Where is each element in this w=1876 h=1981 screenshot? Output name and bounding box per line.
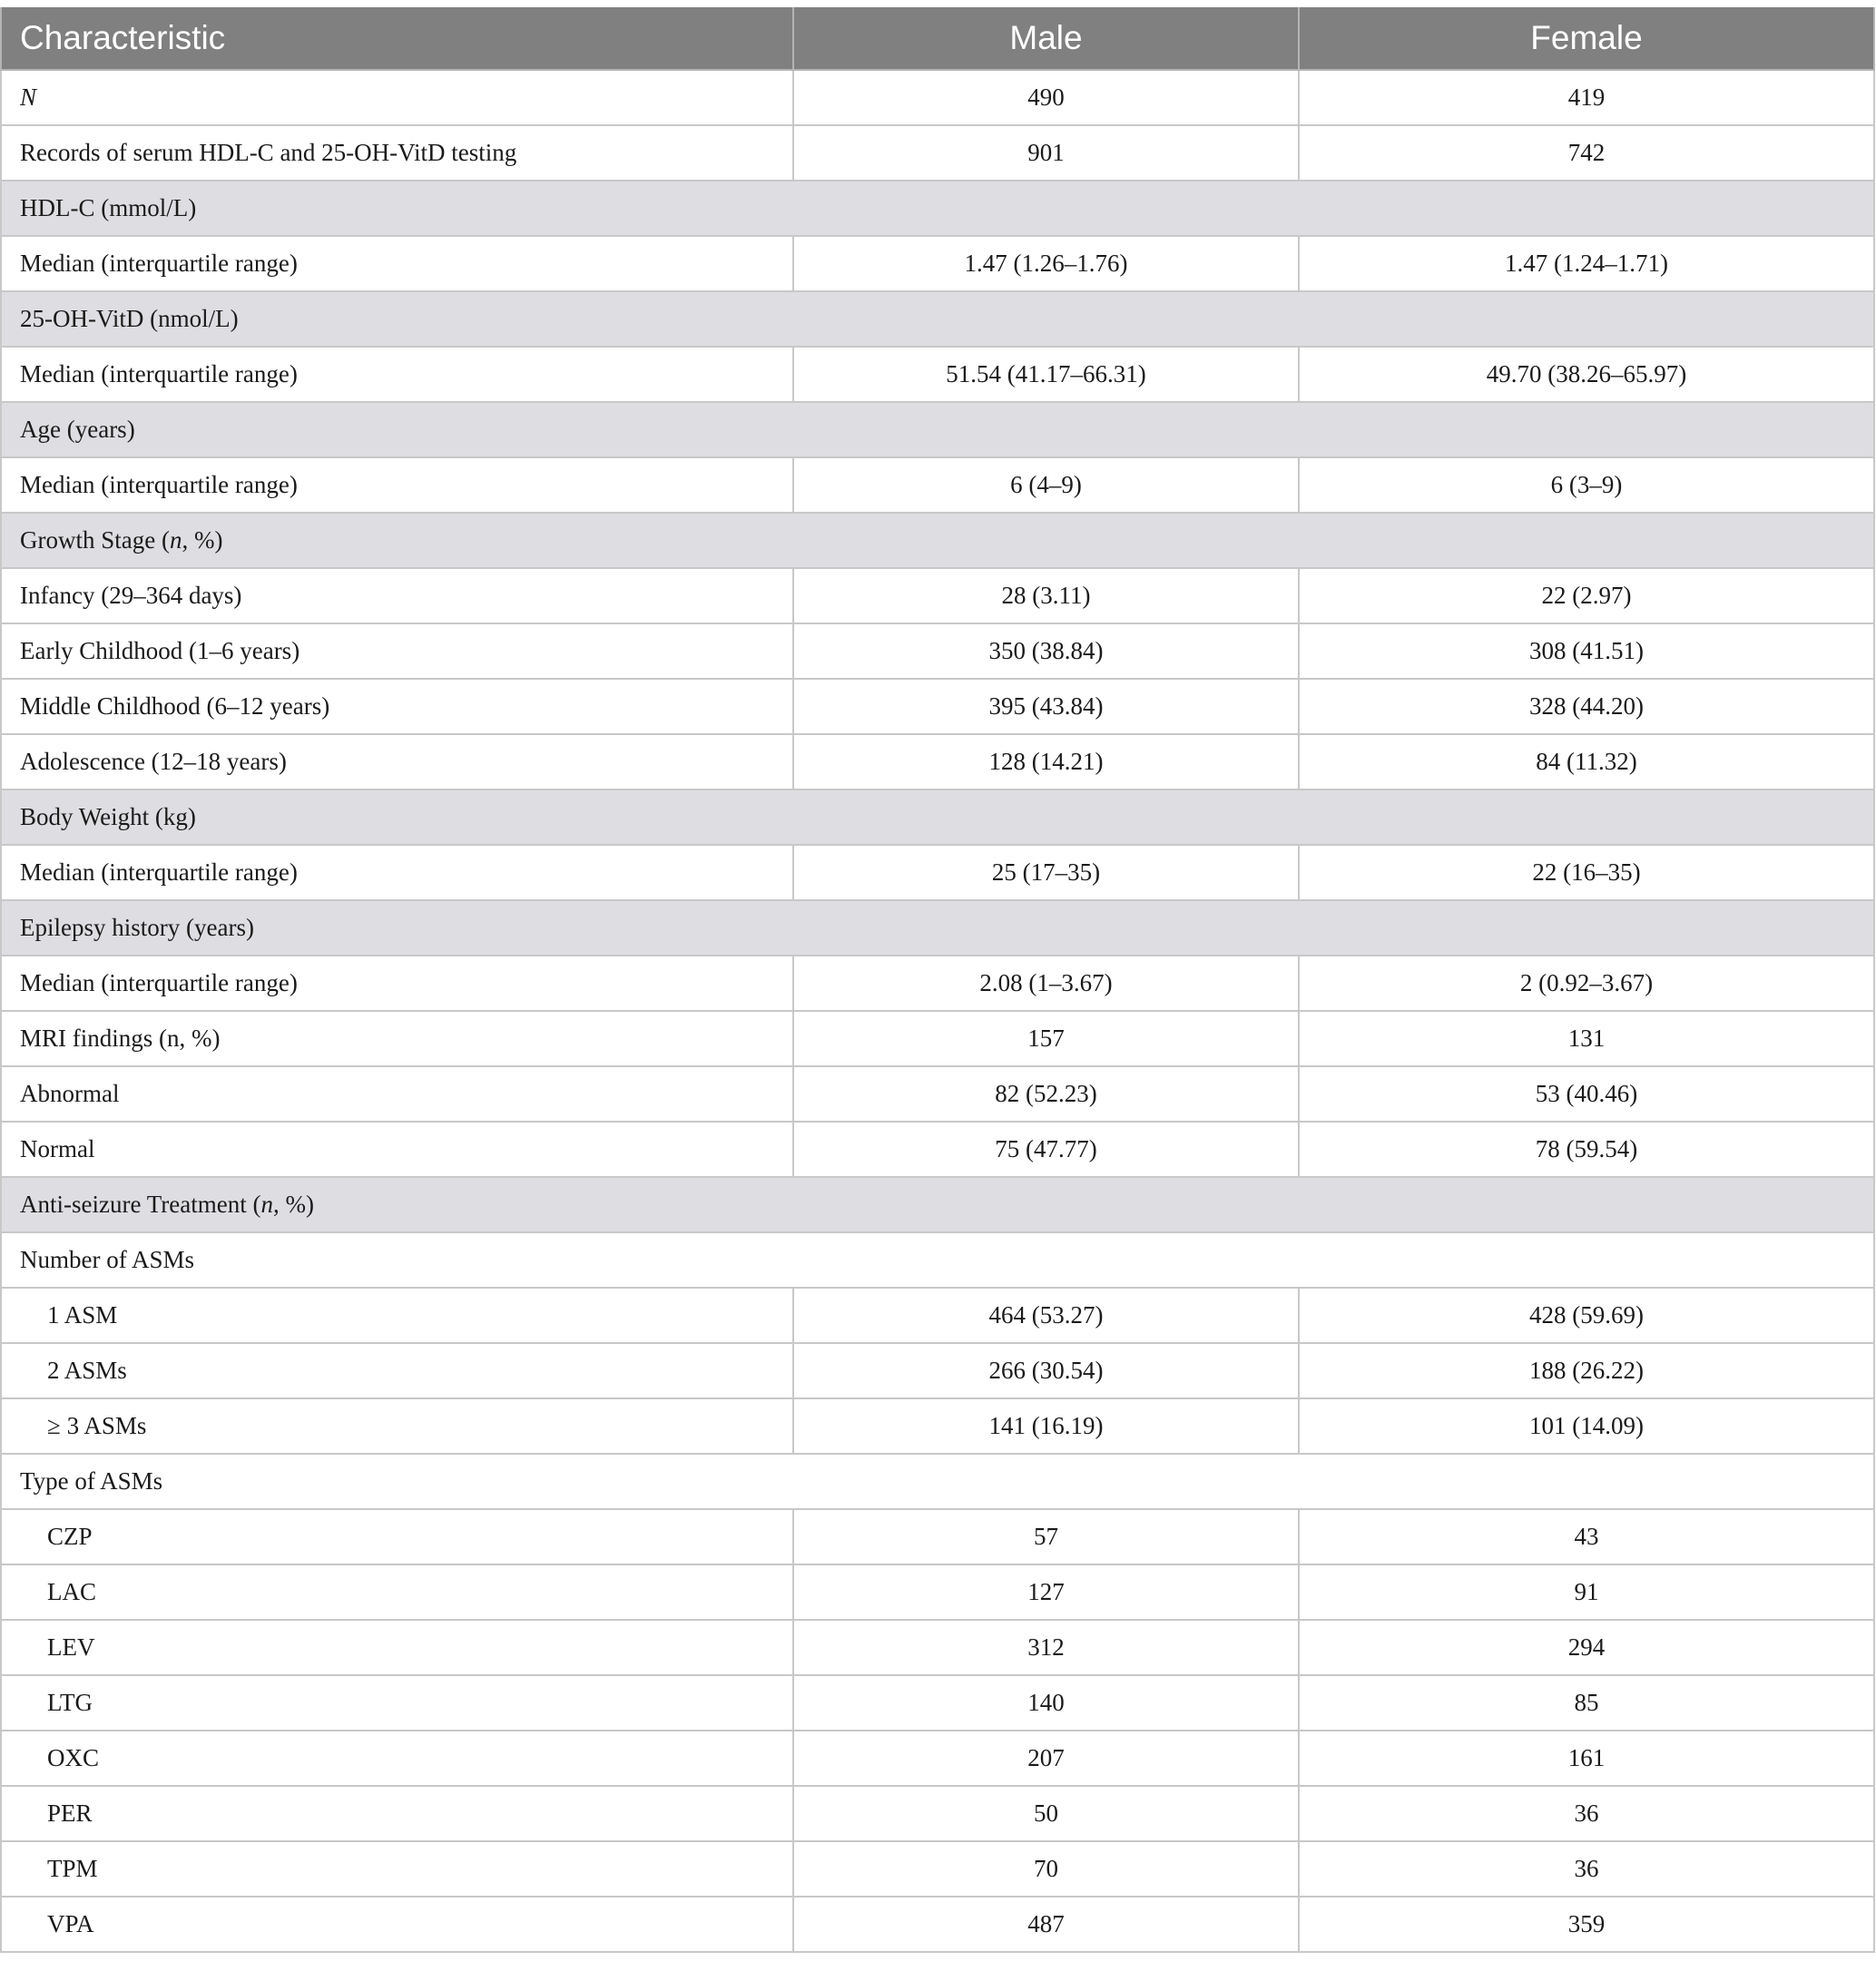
row-label: N xyxy=(1,70,793,125)
table-row xyxy=(1,1122,1874,1177)
female-value: 36 xyxy=(1299,1841,1874,1897)
row-label: LEV xyxy=(1,1620,793,1675)
subheading-label: Number of ASMs xyxy=(1,1232,1874,1288)
female-value: 161 xyxy=(1299,1731,1874,1786)
female-value: 308 (41.51) xyxy=(1299,623,1874,679)
header-characteristic: Characteristic xyxy=(1,7,793,70)
table-row xyxy=(1,1731,1874,1786)
section-row xyxy=(1,513,1874,568)
male-value: 266 (30.54) xyxy=(793,1343,1299,1398)
section-label: Age (years) xyxy=(1,402,1874,457)
male-value: 51.54 (41.17–66.31) xyxy=(793,347,1299,402)
section-label: HDL-C (mmol/L) xyxy=(1,181,1874,236)
row-label: ≥ 3 ASMs xyxy=(1,1398,793,1454)
table-row xyxy=(1,956,1874,1011)
row-label: Median (interquartile range) xyxy=(1,956,793,1011)
male-value: 28 (3.11) xyxy=(793,568,1299,623)
section-label: Epilepsy history (years) xyxy=(1,900,1874,956)
table-row xyxy=(1,125,1874,181)
section-row xyxy=(1,291,1874,347)
row-label: Adolescence (12–18 years) xyxy=(1,734,793,789)
male-value: 70 xyxy=(793,1841,1299,1897)
female-value: 742 xyxy=(1299,125,1874,181)
row-label: CZP xyxy=(1,1509,793,1564)
table-container xyxy=(0,7,1873,1953)
row-label: 2 ASMs xyxy=(1,1343,793,1398)
row-label: VPA xyxy=(1,1897,793,1952)
row-label: Middle Childhood (6–12 years) xyxy=(1,679,793,734)
male-value: 75 (47.77) xyxy=(793,1122,1299,1177)
female-value: 101 (14.09) xyxy=(1299,1398,1874,1454)
male-value: 127 xyxy=(793,1564,1299,1620)
male-value: 490 xyxy=(793,70,1299,125)
table-row xyxy=(1,623,1874,679)
male-value: 141 (16.19) xyxy=(793,1398,1299,1454)
row-label: OXC xyxy=(1,1731,793,1786)
table-row xyxy=(1,1620,1874,1675)
row-label: TPM xyxy=(1,1841,793,1897)
male-value: 464 (53.27) xyxy=(793,1288,1299,1343)
section-row xyxy=(1,181,1874,236)
table-row xyxy=(1,347,1874,402)
female-value: 428 (59.69) xyxy=(1299,1288,1874,1343)
male-value: 395 (43.84) xyxy=(793,679,1299,734)
table-header-row xyxy=(1,7,1874,70)
table-row xyxy=(1,1011,1874,1066)
table-row xyxy=(1,1398,1874,1454)
female-value: 131 xyxy=(1299,1011,1874,1066)
row-label: Median (interquartile range) xyxy=(1,236,793,291)
table-row xyxy=(1,679,1874,734)
section-row xyxy=(1,900,1874,956)
row-label: Median (interquartile range) xyxy=(1,457,793,513)
table-row xyxy=(1,568,1874,623)
male-value: 25 (17–35) xyxy=(793,845,1299,900)
female-value: 1.47 (1.24–1.71) xyxy=(1299,236,1874,291)
table-row xyxy=(1,236,1874,291)
row-label: PER xyxy=(1,1786,793,1841)
female-value: 419 xyxy=(1299,70,1874,125)
female-value: 2 (0.92–3.67) xyxy=(1299,956,1874,1011)
row-label: Early Childhood (1–6 years) xyxy=(1,623,793,679)
male-value: 140 xyxy=(793,1675,1299,1731)
subheading-row xyxy=(1,1232,1874,1288)
row-label: Records of serum HDL-C and 25-OH-VitD testing xyxy=(1,125,793,181)
male-value: 1.47 (1.26–1.76) xyxy=(793,236,1299,291)
male-value: 487 xyxy=(793,1897,1299,1952)
female-value: 22 (2.97) xyxy=(1299,568,1874,623)
female-value: 22 (16–35) xyxy=(1299,845,1874,900)
male-value: 901 xyxy=(793,125,1299,181)
section-label: Anti-seizure Treatment (n, %) xyxy=(1,1177,1874,1232)
table-row xyxy=(1,734,1874,789)
row-label: Normal xyxy=(1,1122,793,1177)
header-male: Male xyxy=(793,7,1299,70)
female-value: 188 (26.22) xyxy=(1299,1343,1874,1398)
table-row xyxy=(1,1675,1874,1731)
female-value: 84 (11.32) xyxy=(1299,734,1874,789)
female-value: 91 xyxy=(1299,1564,1874,1620)
male-value: 50 xyxy=(793,1786,1299,1841)
row-label: 1 ASM xyxy=(1,1288,793,1343)
row-label: Median (interquartile range) xyxy=(1,347,793,402)
female-value: 359 xyxy=(1299,1897,1874,1952)
row-label: Abnormal xyxy=(1,1066,793,1122)
table-row xyxy=(1,457,1874,513)
female-value: 43 xyxy=(1299,1509,1874,1564)
row-label: Median (interquartile range) xyxy=(1,845,793,900)
subheading-label: Type of ASMs xyxy=(1,1454,1874,1509)
table-row xyxy=(1,845,1874,900)
male-value: 82 (52.23) xyxy=(793,1066,1299,1122)
section-row xyxy=(1,1177,1874,1232)
male-value: 6 (4–9) xyxy=(793,457,1299,513)
table-row xyxy=(1,1786,1874,1841)
female-value: 49.70 (38.26–65.97) xyxy=(1299,347,1874,402)
header-female: Female xyxy=(1299,7,1874,70)
male-value: 2.08 (1–3.67) xyxy=(793,956,1299,1011)
subheading-row xyxy=(1,1454,1874,1509)
female-value: 328 (44.20) xyxy=(1299,679,1874,734)
row-label: LAC xyxy=(1,1564,793,1620)
characteristics-table xyxy=(0,7,1875,1953)
male-value: 350 (38.84) xyxy=(793,623,1299,679)
table-row xyxy=(1,1343,1874,1398)
row-label: Infancy (29–364 days) xyxy=(1,568,793,623)
section-label: Body Weight (kg) xyxy=(1,789,1874,845)
female-value: 78 (59.54) xyxy=(1299,1122,1874,1177)
male-value: 157 xyxy=(793,1011,1299,1066)
section-row xyxy=(1,789,1874,845)
section-row xyxy=(1,402,1874,457)
table-row xyxy=(1,1288,1874,1343)
female-value: 36 xyxy=(1299,1786,1874,1841)
female-value: 6 (3–9) xyxy=(1299,457,1874,513)
male-value: 57 xyxy=(793,1509,1299,1564)
table-row xyxy=(1,1066,1874,1122)
male-value: 128 (14.21) xyxy=(793,734,1299,789)
female-value: 53 (40.46) xyxy=(1299,1066,1874,1122)
male-value: 312 xyxy=(793,1620,1299,1675)
female-value: 85 xyxy=(1299,1675,1874,1731)
male-value: 207 xyxy=(793,1731,1299,1786)
table-row xyxy=(1,70,1874,125)
section-label: Growth Stage (n, %) xyxy=(1,513,1874,568)
row-label: LTG xyxy=(1,1675,793,1731)
table-row xyxy=(1,1564,1874,1620)
female-value: 294 xyxy=(1299,1620,1874,1675)
table-row xyxy=(1,1509,1874,1564)
section-label: 25-OH-VitD (nmol/L) xyxy=(1,291,1874,347)
table-row xyxy=(1,1897,1874,1952)
table-row xyxy=(1,1841,1874,1897)
row-label: MRI findings (n, %) xyxy=(1,1011,793,1066)
